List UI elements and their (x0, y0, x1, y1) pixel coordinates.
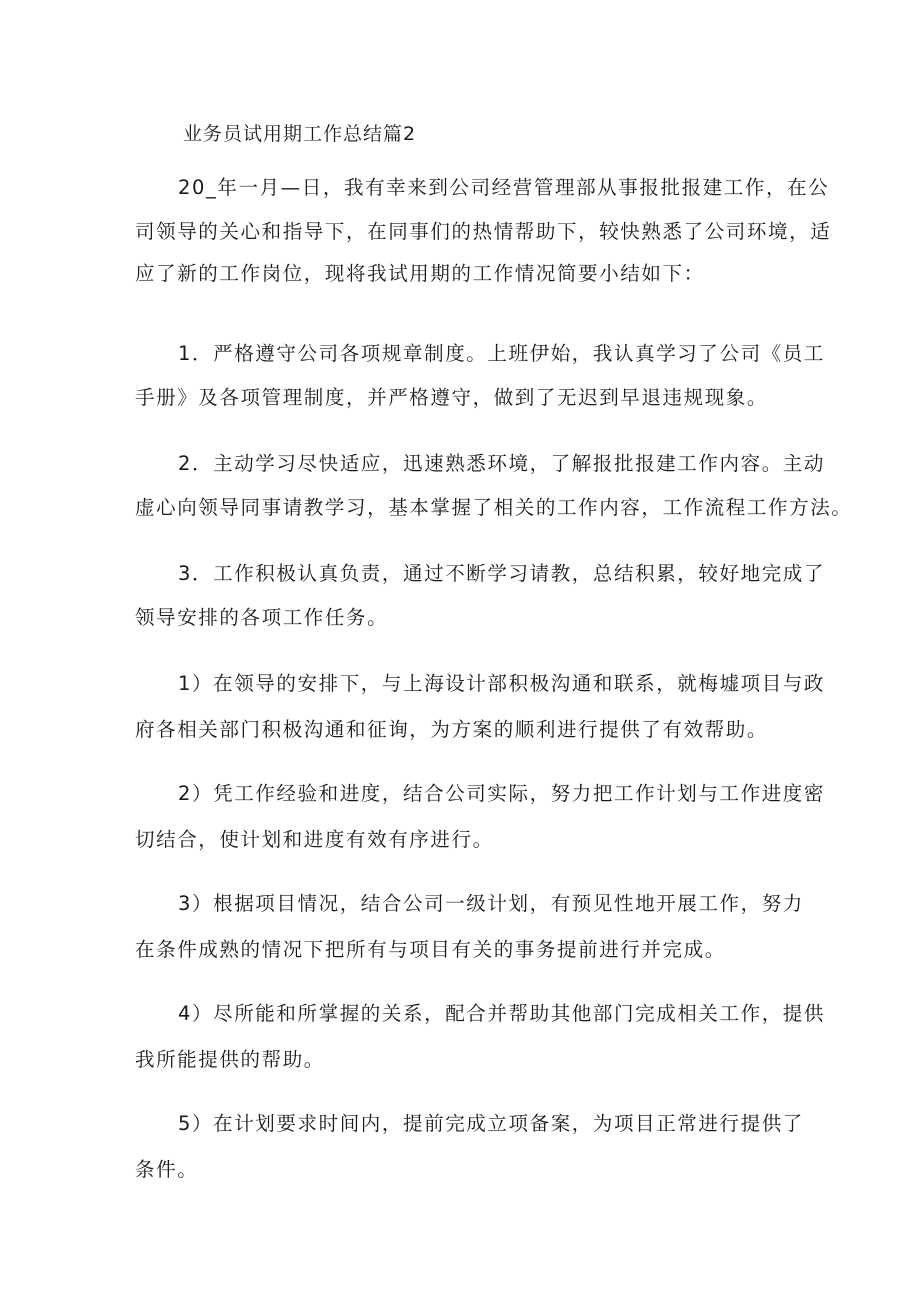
paragraph-line: 3）根据项目情况，结合公司一级计划，有预见性地开展工作，努力 (178, 892, 804, 915)
paragraph-line: 条件。 (135, 1158, 199, 1181)
paragraph-line: 司领导的关心和指导下，在同事们的热情帮助下，较快熟悉了公司环境，适 (135, 220, 832, 243)
paragraph-line: 我所能提供的帮助。 (135, 1048, 325, 1071)
paragraph-line: 1．严格遵守公司各项规章制度。上班伊始，我认真学习了公司《员工 (178, 342, 826, 365)
paragraph-line: 虚心向领导同事请教学习，基本掌握了相关的工作内容，工作流程工作方法。 (135, 496, 853, 519)
paragraph-line: 手册》及各项管理制度，并严格遵守，做到了无迟到早退违规现象。 (135, 386, 769, 409)
paragraph-line: 2）凭工作经验和进度，结合公司实际，努力把工作计划与工作进度密 (178, 782, 826, 805)
paragraph-line: 府各相关部门积极沟通和征询，为方案的顺利进行提供了有效帮助。 (135, 718, 769, 741)
paragraph-line: 在条件成熟的情况下把所有与项目有关的事务提前进行并完成。 (135, 938, 726, 961)
paragraph-line: 1）在领导的安排下，与上海设计部积极沟通和联系，就梅墟项目与政 (178, 672, 826, 695)
paragraph-line: 2．主动学习尽快适应，迅速熟悉环境，了解报批报建工作内容。主动 (178, 452, 826, 475)
document-title: 业务员试用期工作总结篇2 (183, 123, 417, 145)
paragraph-line: 应了新的工作岗位，现将我试用期的工作情况简要小结如下： (135, 262, 705, 285)
paragraph-line: 3．工作积极认真负责，通过不断学习请教，总结积累，较好地完成了 (178, 562, 826, 585)
paragraph-line: 5）在计划要求时间内，提前完成立项备案，为项目正常进行提供了 (178, 1112, 804, 1135)
paragraph-line: 切结合，使计划和进度有效有序进行。 (135, 828, 494, 851)
paragraph-line: 20_年一月—日，我有幸来到公司经营管理部从事报批报建工作，在公 (178, 176, 830, 199)
paragraph-line: 领导安排的各项工作任务。 (135, 606, 389, 629)
paragraph-line: 4）尽所能和所掌握的关系，配合并帮助其他部门完成相关工作，提供 (178, 1002, 826, 1025)
